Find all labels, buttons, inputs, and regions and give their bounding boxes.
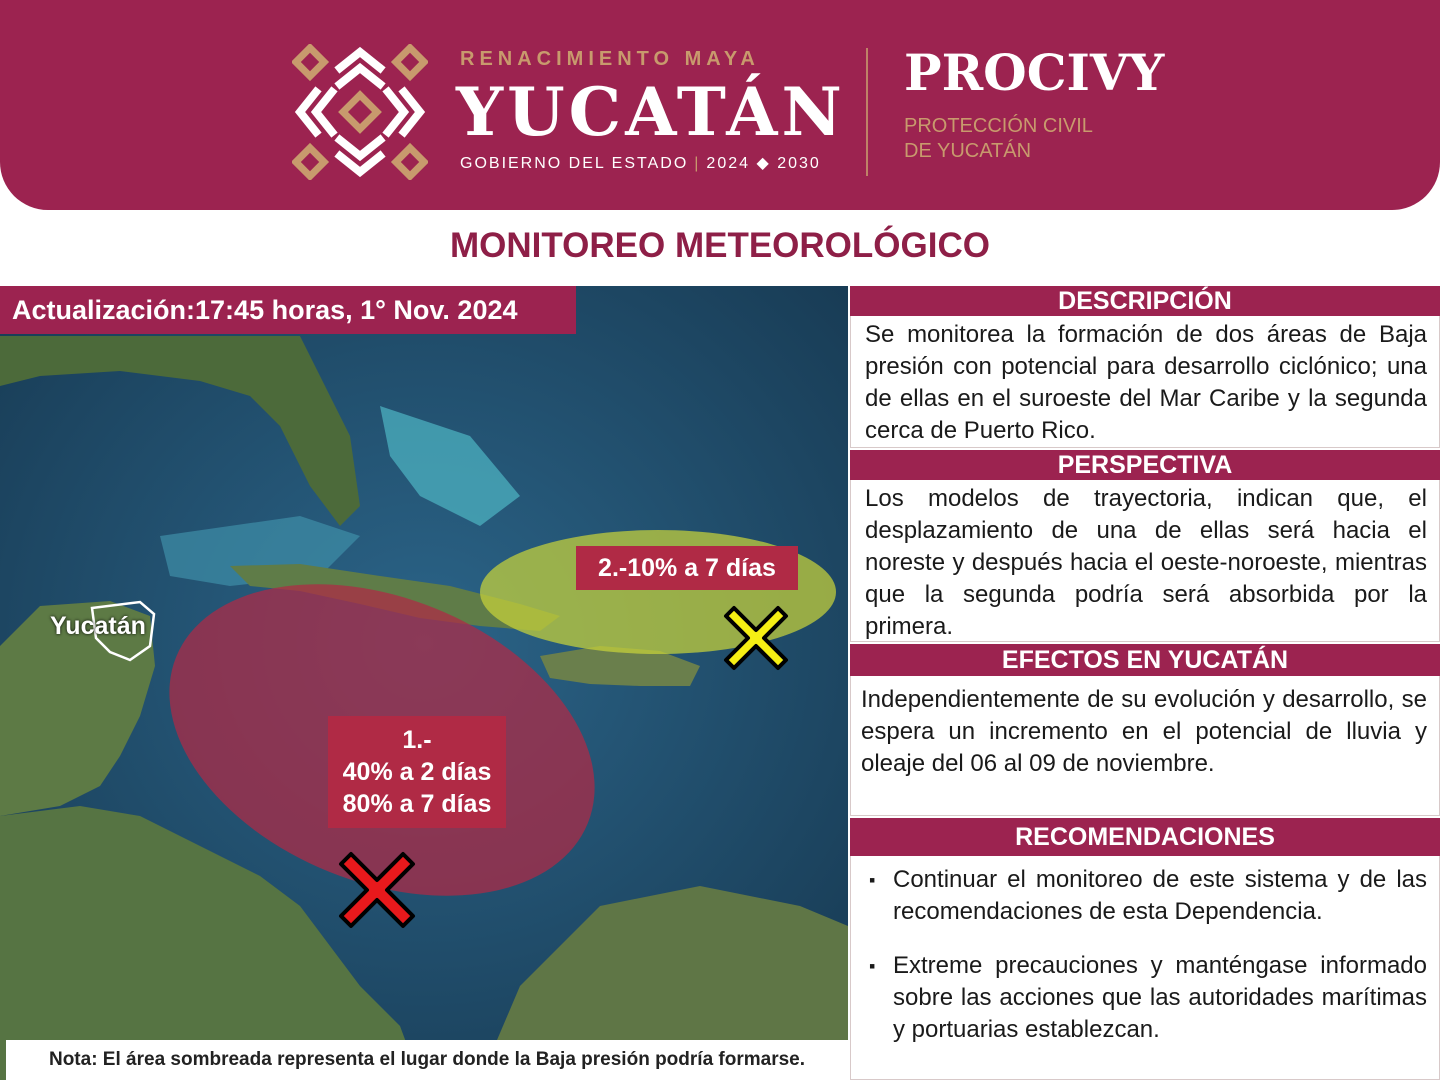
recomendaciones-heading: RECOMENDACIONES [850,818,1440,856]
brand-tagline: RENACIMIENTO MAYA [460,48,760,70]
org-name: PROCIVY [904,43,1165,102]
system-1-number: 1.- [402,726,432,754]
system-1-label [328,716,506,828]
org-subtitle-line2: DE YUCATÁN [904,140,1032,162]
perspectiva-body: Los modelos de trayectoria, indican que, el desplazamiento de una de ellas será hacia el noreste y después hacia el oeste-noroeste, mientras que la segunda podría será absorbida por la primera. [850,480,1440,642]
info-panel [848,286,1440,1080]
maya-logo-icon [292,44,428,180]
yucatan-map-label: Yucatán [50,612,146,640]
recommendation-text: Continuar el monitoreo de este sistema y de las recomendaciones de esta Dependencia. [893,866,1427,925]
recomendaciones-body [850,856,1440,1080]
bullet-icon: ▪ [869,870,876,890]
brand-sub-separator: | [694,155,701,172]
descripcion-heading: DESCRIPCIÓN [850,286,1440,316]
satellite-map [0,286,848,1080]
efectos-body: Independientemente de su evolución y desarrollo, se espera un incremento en el potencial de lluvia y oleaje del 06 al 09 de noviembre. [850,676,1440,816]
brand-sub-left: GOBIERNO DEL ESTADO [460,155,689,172]
system-2-label: 2.-10% a 7 días [576,546,798,590]
map-note: Nota: El área sombreada representa el lugar donde la Baja presión podría formarse. [6,1040,848,1080]
system-1-7d: 80% a 7 días [342,790,492,818]
org-subtitle [904,114,1093,164]
descripcion-body: Se monitorea la formación de dos áreas de Baja presión con potencial para desarrollo ciclónico; una de ellas en el suroeste del Mar Caribe y la segunda cerca de Puerto Rico. [850,316,1440,448]
recommendations-list [865,864,1427,1046]
recommendation-text: Extreme precauciones y manténgase informado sobre las acciones que las autoridades marítimas y portuarias establezcan. [893,952,1427,1043]
brand-subtitle [460,153,821,173]
list-item [865,864,1427,928]
bullet-icon: ▪ [869,956,876,976]
brand-sub-years: 2024 ◆ 2030 [706,155,821,172]
header-banner [0,0,1440,210]
map-graphic [0,286,848,1080]
perspectiva-heading: PERSPECTIVA [850,450,1440,480]
page-title: MONITOREO METEOROLÓGICO [450,226,990,265]
header-divider [866,48,868,176]
list-item [865,950,1427,1046]
efectos-heading: EFECTOS EN YUCATÁN [850,644,1440,676]
brand-name: YUCATÁN [456,73,846,151]
update-timestamp-badge: Actualización:17:45 horas, 1° Nov. 2024 [0,286,576,334]
system-1-48h: 40% a 2 días [342,758,492,786]
org-subtitle-line1: PROTECCIÓN CIVIL [904,115,1093,137]
